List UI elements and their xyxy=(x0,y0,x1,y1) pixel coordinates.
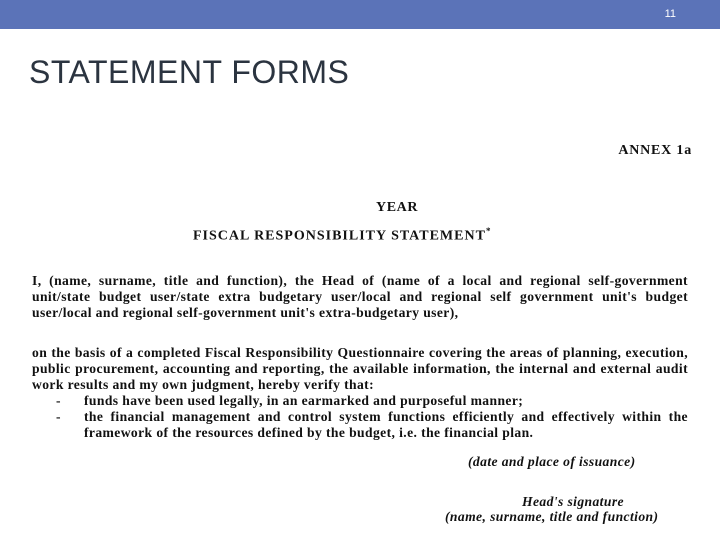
year-label: YEAR xyxy=(376,200,419,215)
declarant-paragraph: I, (name, surname, title and function), the Head of (name of a local and regional self-government unit/state budget user/state extra budgetary user/local and regional self government unit's budget user/local and regional self-government unit's extra-budgetary user), xyxy=(32,273,688,320)
statement-heading-text: FISCAL RESPONSIBILITY STATEMENT xyxy=(193,228,486,244)
list-item xyxy=(32,393,688,409)
verification-list xyxy=(32,393,688,441)
bullet-dash: - xyxy=(56,409,61,424)
statement-heading xyxy=(193,226,491,245)
footnote-mark: * xyxy=(485,226,492,236)
slide-title: STATEMENT FORMS xyxy=(29,54,350,90)
signature-details: (name, surname, title and function) xyxy=(445,509,659,524)
annex-label: ANNEX 1a xyxy=(618,143,692,158)
slide-number: 11 xyxy=(664,8,676,20)
verification-paragraph: on the basis of a completed Fiscal Responsibility Questionnaire covering the areas of planning, execution, public procurement, accounting and reporting, the available information, the internal and external audit work results and my own judgment, hereby verify that: xyxy=(32,345,688,392)
list-item xyxy=(32,409,688,441)
date-place-line: (date and place of issuance) xyxy=(468,454,636,469)
list-item-text: funds have been used legally, in an earmarked and purposeful manner; xyxy=(84,393,524,408)
bullet-dash: - xyxy=(56,393,61,408)
list-item-text: the financial management and control system functions efficiently and effectively within the framework of the resources defined by the budget, i.e. the financial plan. xyxy=(84,409,688,440)
signature-label: Head's signature xyxy=(522,494,624,509)
